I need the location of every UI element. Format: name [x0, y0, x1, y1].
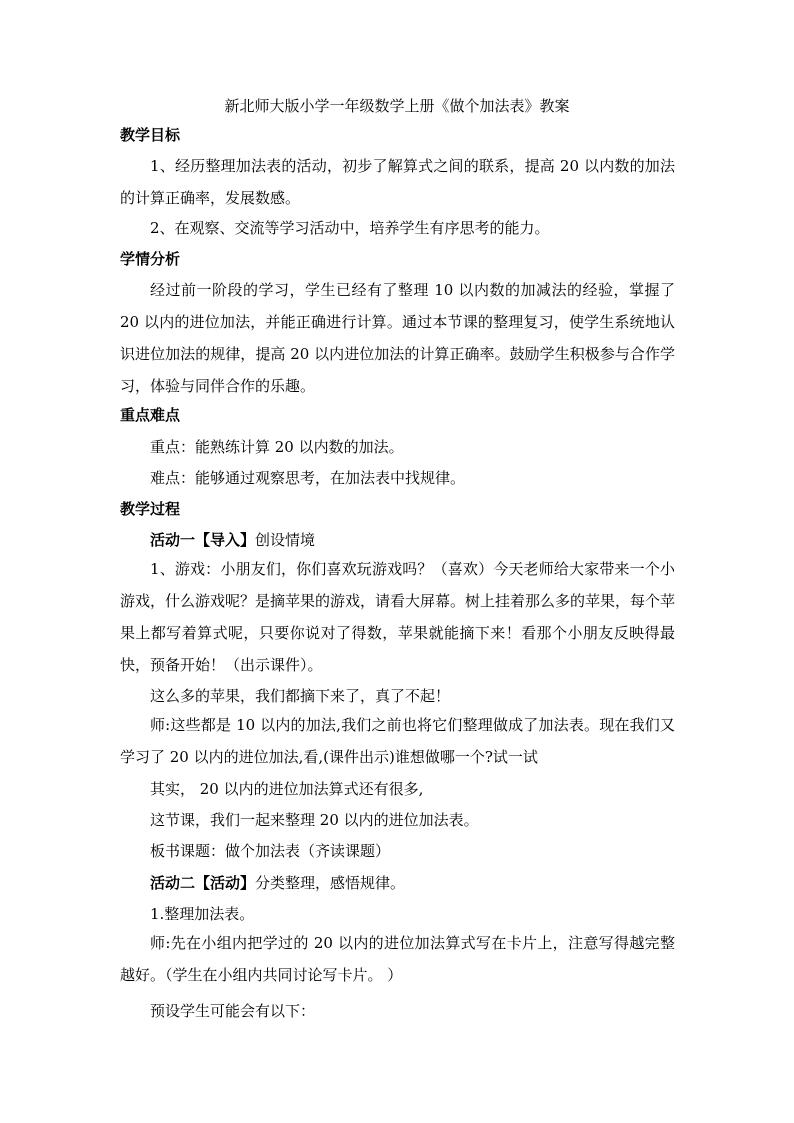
objectives-paragraph-2: 2、在观察、交流等学习活动中，培养学生有序思考的能力。	[150, 219, 550, 237]
activity-1-paragraph-5: 这节课，我们一起来整理 20 以内的进位加法表。	[150, 811, 479, 829]
document-title: 新北师大版小学一年级数学上册《做个加法表》教案	[224, 97, 570, 115]
activity-2-paragraph-3: 预设学生可能会有以下：	[150, 1002, 316, 1020]
activity-2-subtitle: 分类整理，感悟规律。	[255, 874, 406, 892]
activity-1-paragraph-4: 其实， 20 以内的进位加法算式还有很多,	[150, 780, 424, 798]
key-point-line: 重点：能熟练计算 20 以内数的加法。	[150, 438, 404, 456]
activity-1-paragraph-6: 板书课题：做个加法表（齐读课题）	[150, 842, 391, 860]
difficulty-line: 难点：能够通过观察思考，在加法表中找规律。	[150, 469, 466, 487]
analysis-paragraph-1: 经过前一阶段的学习，学生已经有了整理 10 以内数的加减法的经验，掌握了 20 以内的进位加法，并能正确进行计算。通过本节课的整理复习，使学生系统地认识进位加法的规律，提高 20 以内进位加法的计算正确率。鼓励学生积极参与合作学习，体验与同伴合作的乐趣。	[120, 281, 675, 395]
activity-2-paragraph-1: 1.整理加法表。	[150, 905, 255, 923]
activity-1-subtitle: 创设情境	[255, 531, 316, 549]
heading-key-points: 重点难点	[120, 406, 181, 424]
activity-2-paragraph-2: 师:先在小组内把学过的 20 以内的进位加法算式写在卡片上，注意写得越完整越好。（学生在小组内共同讨论写卡片。 ）	[120, 934, 675, 984]
heading-objectives: 教学目标	[120, 126, 181, 144]
objectives-paragraph-1: 1、经历整理加法表的活动，初步了解算式之间的联系，提高 20 以内数的加法的计算正确率，发展数感。	[120, 157, 675, 207]
heading-analysis: 学情分析	[120, 250, 181, 268]
activity-2-title	[150, 872, 405, 894]
activity-1-paragraph-3: 师:这些都是 10 以内的加法,我们之前也将它们整理做成了加法表。现在我们又学习了 20 以内的进位加法,看,(课件出示)谁想做哪一个?试一试	[120, 716, 675, 766]
heading-process: 教学过程	[120, 500, 181, 518]
activity-2-label: 活动二【活动】	[150, 874, 256, 892]
activity-1-paragraph-2: 这么多的苹果，我们都摘下来了，真了不起！	[150, 687, 451, 705]
activity-1-paragraph-1: 1、游戏：小朋友们，你们喜欢玩游戏吗？（喜欢）今天老师给大家带来一个小游戏，什么游戏呢？是摘苹果的游戏，请看大屏幕。树上挂着那么多的苹果，每个苹果上都写着算式呢，只要你说对了得数，苹果就能摘下来！看那个小朋友反映得最快，预备开始！（出示课件）。	[120, 560, 676, 674]
activity-1-label: 活动一【导入】	[150, 531, 256, 549]
activity-1-title	[150, 529, 315, 551]
